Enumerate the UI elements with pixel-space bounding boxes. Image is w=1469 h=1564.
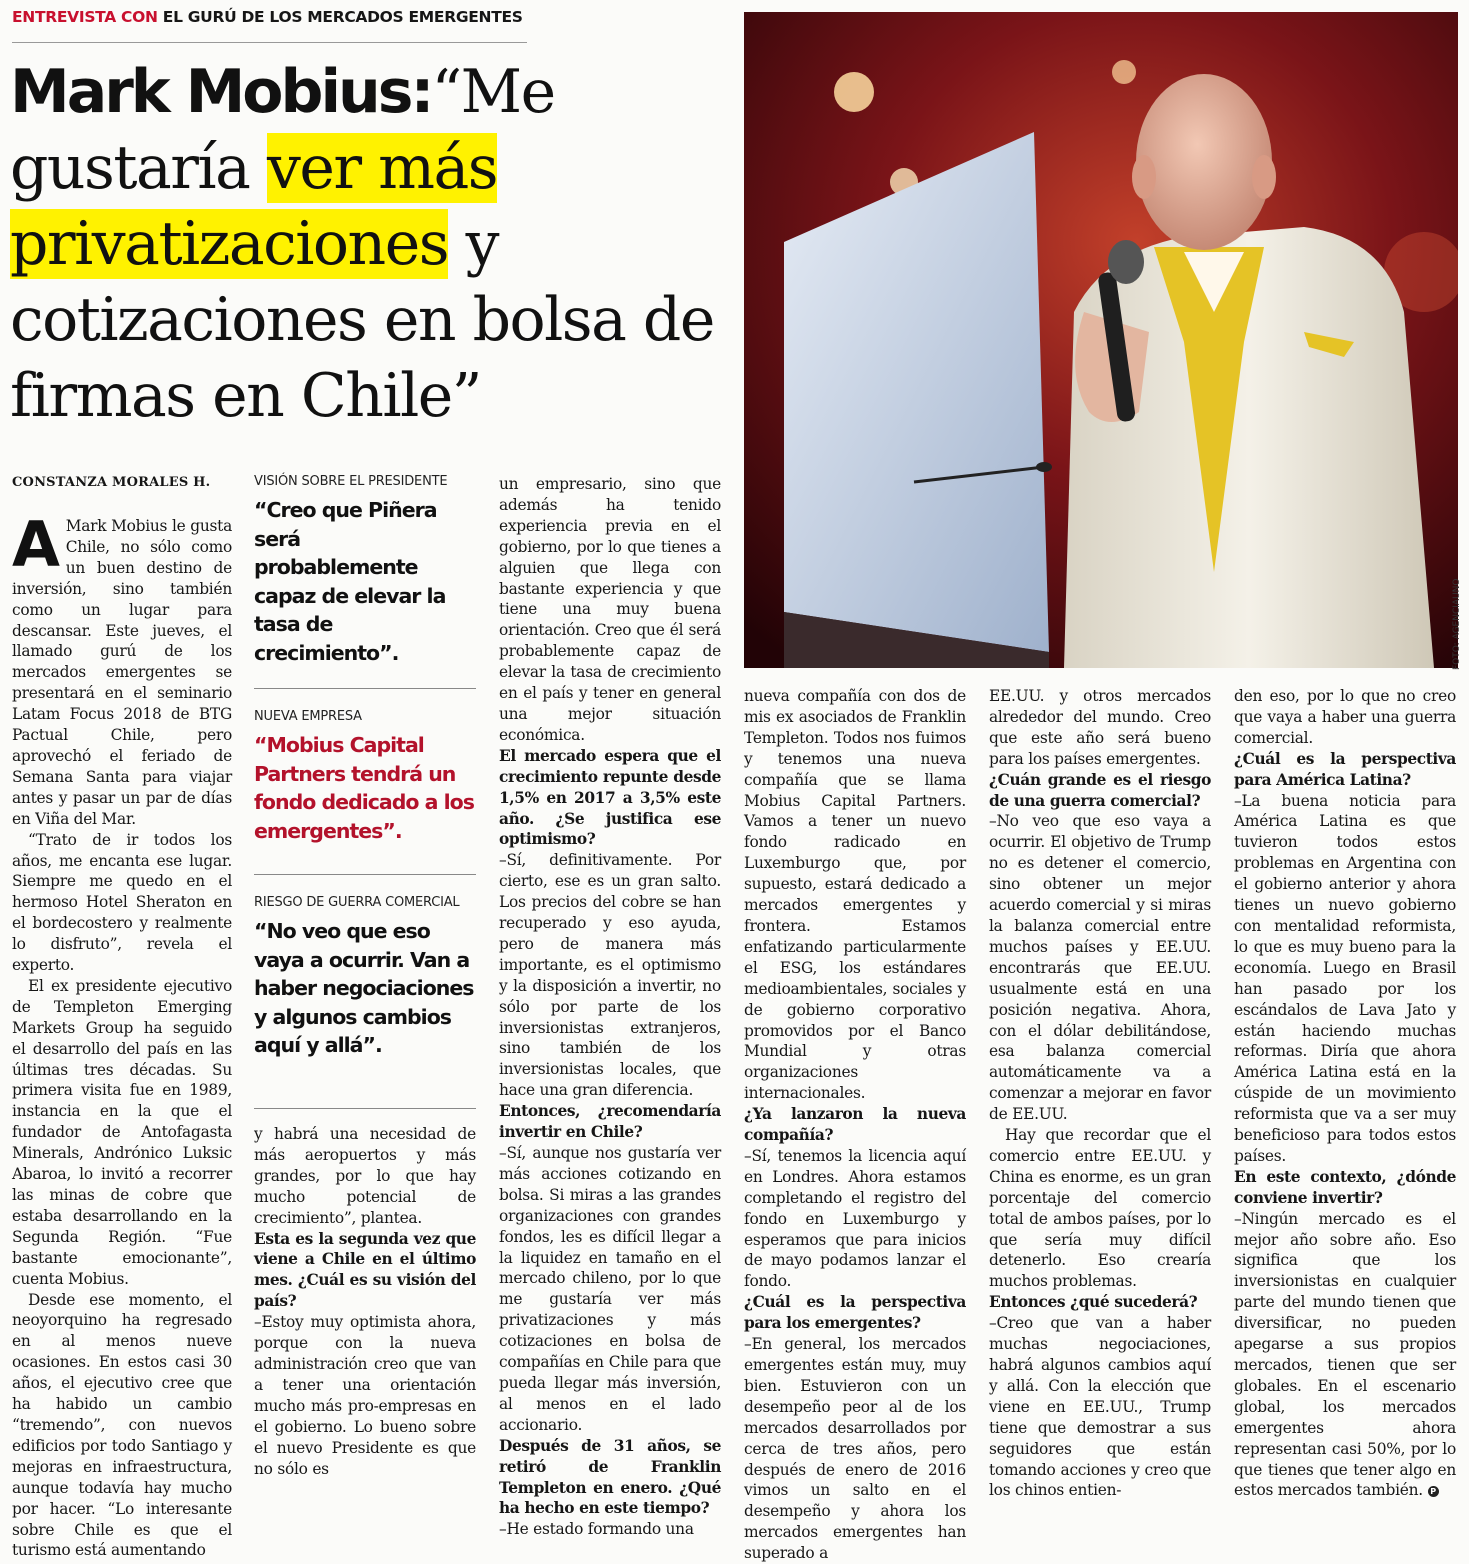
interview-question: ¿Cuál es la perspectiva para América Latina? — [1234, 749, 1456, 789]
kicker-divider — [12, 42, 527, 43]
paragraph: El ex presidente ejecutivo de Templeton Emerging Markets Group ha seguido el desarrollo del país en las últimas tres décadas. Su primera visita fue en 1989, instancia en la que el fundador de Antofagasta Minerals, Andrónico Luksic Abaroa, lo invitó a recorrer las minas de cobre que estaba desarrollando en la Segunda Región. “Fue bastante emocionante”, cuenta Mobius. — [12, 976, 232, 1288]
paragraph: EE.UU. y otros mercados alrededor del mundo. Creo que este año será bueno para los países emergentes. — [989, 687, 1211, 768]
article-column-2 — [254, 1124, 476, 1479]
pullquote-label-president: VISIÓN SOBRE EL PRESIDENTE — [254, 474, 448, 489]
pullquote-tradewar: “No veo que eso vaya a ocurrir. Van a haber negociaciones y algunos cambios aquí y allá”. — [254, 919, 474, 1057]
article-column-5 — [989, 686, 1211, 1501]
headline-highlight-2: privatizaciones — [10, 209, 448, 279]
paragraph: un empresario, sino que además ha tenido experiencia previa en el gobierno, por lo que tienes a alguien que llega con bastante experiencia y que tiene una muy buena orientación. Creo que él será probablemente capaz de elevar la tasa de crecimiento en el país y tener en general una mejor situación económica. — [499, 475, 721, 744]
photo-credit: FOTO: AGENCIAUNO — [1452, 578, 1462, 670]
paragraph: Desde ese momento, el neoyorquino ha regresado en al menos nueve ocasiones. En estos casi 30 años, el ejecutivo cree que ha habido un cambio “tremendo”, con nuevos edificios por todo Santiago y mejoras en infraestructura, aunque todavía hay mucho por hacer. “Lo interesante sobre Chile es que el turismo está aumentando — [12, 1290, 232, 1560]
interview-answer: –La buena noticia para América Latina es que tuvieron todos estos problemas en Argentina con el gobierno anterior y ahora tienes un nuevo gobierno con mentalidad reformista, lo que es muy bueno para la economía. Luego en Brasil han pasado por los escándalos de Lava Jato y están haciendo muchas reformas. Diría que ahora América Latina está en la cúspide de un movimiento reformista que va a ser muy beneficioso para todos estos países. — [1234, 791, 1456, 1165]
interview-answer: –Sí, aunque nos gustaría ver más acciones cotizando en bolsa. Si miras a las grandes organizaciones con grandes fondos, les es difícil llegar a la liquidez en tamaño en el mercado chileno, por lo que me gustaría ver más privatizaciones y más cotizaciones en bolsa de compañías en Chile para que pueda llegar más inversión, al menos en el lado accionario. — [499, 1144, 721, 1434]
pullquote-divider — [254, 874, 476, 875]
interview-answer: –Creo que van a haber muchas negociaciones, habrá algunos cambios aquí y allá. Con la elección que viene en EE.UU., Trump tiene que demostrar a sus seguidores que están tomando acciones y creo que los chinos entien- — [989, 1314, 1211, 1500]
interview-question: ¿Ya lanzaron la nueva compañía? — [744, 1105, 966, 1145]
article-column-1 — [12, 508, 232, 1561]
pullquote-label-tradewar: RIESGO DE GUERRA COMERCIAL — [254, 895, 460, 910]
paragraph: Hay que recordar que el comercio entre EE.UU. y China es enorme, es un gran porcentaje del comercio total de ambos países, por lo que sería muy difícil detenerlo. Eso crearía muchos problemas. — [989, 1126, 1211, 1291]
byline: CONSTANZA MORALES H. — [12, 475, 211, 490]
interview-answer: –Sí, tenemos la licencia aquí en Londres. Ahora estamos completando el registro del fondo en Luxemburgo y esperamos que para inicios de mayo podamos lanzar el fondo. — [744, 1146, 966, 1291]
interview-question: En este contexto, ¿dónde conviene invertir? — [1234, 1167, 1456, 1207]
article-column-6 — [1234, 686, 1456, 1501]
interview-question: ¿Cuán grande es el riesgo de una guerra comercial? — [989, 770, 1211, 810]
interview-question: ¿Cuál es la perspectiva para los emergentes? — [744, 1293, 966, 1333]
headline-name: Mark Mobius: — [10, 57, 432, 127]
interview-answer: –En general, los mercados emergentes están muy, muy bien. Estuvieron con un desempeño peor al de los mercados desarrollados por cerca de tres años, pero después de enero de 2016 vimos un salto en el desempeño y ahora los mercados emergentes han superado a — [744, 1335, 966, 1563]
headline — [10, 54, 740, 434]
interview-question: Entonces, ¿recomendaría invertir en Chile? — [499, 1102, 721, 1142]
pullquote-president: “Creo que Piñera será probablemente capaz de elevar la tasa de crecimiento”. — [254, 498, 446, 665]
interview-question: El mercado espera que el crecimiento repunte desde 1,5% en 2017 a 3,5% este año. ¿Se justifica ese optimismo? — [499, 746, 721, 849]
paragraph: y habrá una necesidad de más aeropuertos y más grandes, por lo que hay mucho potencial de crecimiento”, plantea. — [254, 1125, 476, 1227]
interview-question: Entonces ¿qué sucederá? — [989, 1293, 1198, 1312]
headline-part2: y cotizaciones en bolsa de firmas en Chile” — [10, 209, 714, 431]
article-column-3 — [499, 474, 721, 1540]
headline-part1: “Me gustaría — [10, 57, 555, 203]
interview-question: Después de 31 años, se retiró de Franklin Templeton en enero. ¿Qué ha hecho en este tiempo? — [499, 1436, 721, 1518]
kicker-topic: EL GURÚ DE LOS MERCADOS EMERGENTES — [162, 8, 523, 26]
pullquote-divider — [254, 688, 476, 689]
drop-cap: A — [12, 508, 60, 581]
pullquote-company: “Mobius Capital Partners tendrá un fondo dedicado a los emergentes”. — [254, 733, 474, 843]
interview-answer: –Estoy muy optimista ahora, porque con la nueva administración creo que van a tener una orientación mucho más pro-empresas en el gobierno. Lo bueno sobre el nuevo Presidente es que no sólo es — [254, 1313, 476, 1478]
speaker-photo — [744, 12, 1458, 668]
pullquote-divider — [254, 1108, 476, 1109]
paragraph: nueva compañía con dos de mis ex asociados de Franklin Templeton. Todos nos fuimos y tenemos una nueva compañía que se llama Mobius Capital Partners. Vamos a tener un nuevo fondo radicado en Luxemburgo que, por supuesto, estará dedicado a mercados emergentes y frontera. Estamos enfatizando particularmente el ESG, los estándares medioambientales, sociales y de gobierno corporativo promovidos por el Banco Mundial y otras organizaciones internacionales. — [744, 687, 966, 1103]
section-kicker — [12, 8, 527, 26]
interview-answer — [1234, 1209, 1456, 1502]
article-column-4 — [744, 686, 966, 1564]
interview-question: Esta es la segunda vez que viene a Chile en el último mes. ¿Cuál es su visión del país? — [254, 1229, 476, 1311]
interview-answer: –Sí, definitivamente. Por cierto, ese es un gran salto. Los precios del cobre se han recuperado y eso ayuda, pero de manera más importante, es el optimismo y la disposición a invertir, no sólo por parte de los inversionistas extranjeros, sino también de los inversionistas locales, que hace una gran diferencia. — [499, 851, 721, 1100]
answer-text: –Ningún mercado es el mejor año sobre año. Eso significa que los inversionistas en cualquier parte del mundo tienen que diversificar, no pueden apegarse a sus propios mercados, tienen que ser globales. En el escenario global, los mercados emergentes ahora representan casi 50%, por lo que tienes que tener algo en estos mercados también. — [1234, 1209, 1456, 1500]
kicker-section: ENTREVISTA CON — [12, 8, 158, 26]
headline-highlight-1: ver más — [266, 133, 498, 203]
pullquote-label-company: NUEVA EMPRESA — [254, 709, 362, 724]
paragraph: Mark Mobius le gusta Chile, no sólo como un buen destino de inversión, sino también como un lugar para descansar. Este jueves, el llamado gurú de los mercados emergentes se presentará en el seminario Latam Focus 2018 de BTG Pactual Chile, pero aprovechó el feriado de Semana Santa para viajar antes y pasar un par de días en Viña del Mar. — [12, 517, 232, 828]
paragraph: den eso, por lo que no creo que vaya a haber una guerra comercial. — [1234, 687, 1456, 747]
paragraph: “Trato de ir todos los años, me encanta ese lugar. Siempre me quedo en el hermoso Hotel Sheraton en el bordecostero y realmente lo disfruto”, revela el experto. — [12, 830, 232, 975]
interview-answer: –He estado formando una — [499, 1520, 694, 1539]
speaker-photo-illustration — [744, 12, 1458, 668]
end-mark-icon: P — [1428, 1486, 1439, 1497]
interview-answer: –No veo que eso vaya a ocurrir. El objetivo de Trump no es detener el comercio, sino obtener un mejor acuerdo comercial y si miras la balanza comercial entre muchos países y EE.UU. encontrarás que EE.UU. usualmente está en una posición negativa. Ahora, con el dólar debilitándose, esa balanza comercial automáticamente va a comenzar a mejorar en favor de EE.UU. — [989, 812, 1211, 1124]
